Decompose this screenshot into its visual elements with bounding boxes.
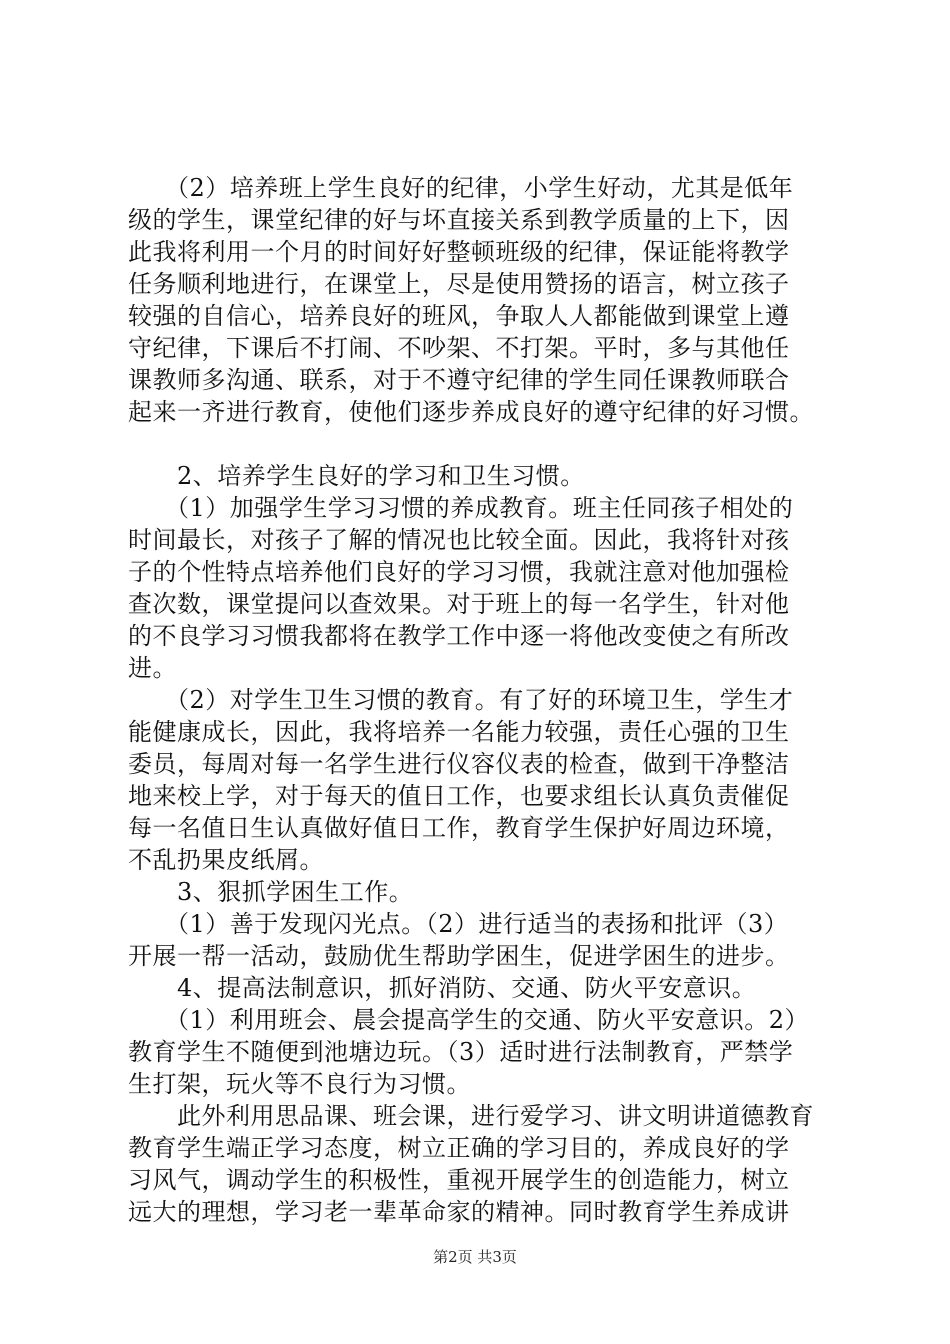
blank-line (128, 428, 828, 460)
text-line: 任务顺利地进行，在课堂上，尽是使用赞扬的语言，树立孩子 (128, 270, 790, 298)
text-line: 课教师多沟通、联系，对于不遵守纪律的学生同任课教师联合 (128, 366, 790, 394)
text-line: 能健康成长，因此，我将培养一名能力较强，责任心强的卫生 (128, 718, 790, 746)
section-heading: 2、培养学生良好的学习和卫生习惯。 (128, 462, 585, 490)
section-heading: 4、提高法制意识，抓好消防、交通、防火平安意识。 (128, 974, 757, 1002)
text-line: 远大的理想，学习老一辈革命家的精神。同时教育学生养成讲 (128, 1198, 790, 1226)
text-line: 教育学生端正学习态度，树立正确的学习目的，养成良好的学 (128, 1134, 790, 1162)
text-line: 地来校上学，对于每天的值日工作，也要求组长认真负责催促 (128, 782, 790, 810)
text-line: 此我将利用一个月的时间好好整顿班级的纪律，保证能将教学 (128, 238, 790, 266)
text-line: 子的个性特点培养他们良好的学习习惯，我就注意对他加强检 (128, 558, 790, 586)
text-line: 生打架，玩火等不良行为习惯。 (128, 1070, 471, 1098)
text-line: 进。 (128, 654, 177, 682)
text-line: （2）对学生卫生习惯的教育。有了好的环境卫生，学生才 (128, 686, 794, 714)
text-line: 起来一齐进行教育，使他们逐步养成良好的遵守纪律的好习惯。 (128, 398, 814, 426)
text-line: 守纪律，下课后不打闹、不吵架、不打架。平时，多与其他任 (128, 334, 790, 362)
text-line: 不乱扔果皮纸屑。 (128, 846, 324, 874)
text-line: 时间最长，对孩子了解的情况也比较全面。因此，我将针对孩 (128, 526, 790, 554)
text-line: （1）善于发现闪光点。（2）进行适当的表扬和批评（3） (128, 910, 789, 938)
page-number-footer: 第2页 共3页 (433, 1248, 517, 1266)
text-line: 委员，每周对每一名学生进行仪容仪表的检查，做到干净整洁 (128, 750, 790, 778)
text-line: （2）培养班上学生良好的纪律，小学生好动，尤其是低年 (128, 174, 794, 202)
text-line: 每一名值日生认真做好值日工作，教育学生保护好周边环境， (128, 814, 790, 842)
text-line: 较强的自信心，培养良好的班风，争取人人都能做到课堂上遵 (128, 302, 790, 330)
text-line: 教育学生不随便到池塘边玩。（3）适时进行法制教育，严禁学 (128, 1038, 794, 1066)
text-line: （1）加强学生学习习惯的养成教育。班主任同孩子相处的 (128, 494, 794, 522)
section-heading: 3、狠抓学困生工作。 (128, 878, 414, 906)
text-line: 查次数，课堂提问以查效果。对于班上的每一名学生，针对他 (128, 590, 790, 618)
text-line: 开展一帮一活动，鼓励优生帮助学困生，促进学困生的进步。 (128, 942, 790, 970)
text-line: 的不良学习习惯我都将在教学工作中逐一将他改变使之有所改 (128, 622, 790, 650)
text-line: 此外利用思品课、班会课，进行爱学习、讲文明讲道德教育 (128, 1102, 814, 1130)
text-line: 级的学生，课堂纪律的好与坏直接关系到教学质量的上下，因 (128, 206, 790, 234)
document-body (128, 172, 828, 1228)
text-line: 习风气，调动学生的积极性，重视开展学生的创造能力，树立 (128, 1166, 790, 1194)
text-line: （1）利用班会、晨会提高学生的交通、防火平安意识。2） (128, 1006, 810, 1034)
